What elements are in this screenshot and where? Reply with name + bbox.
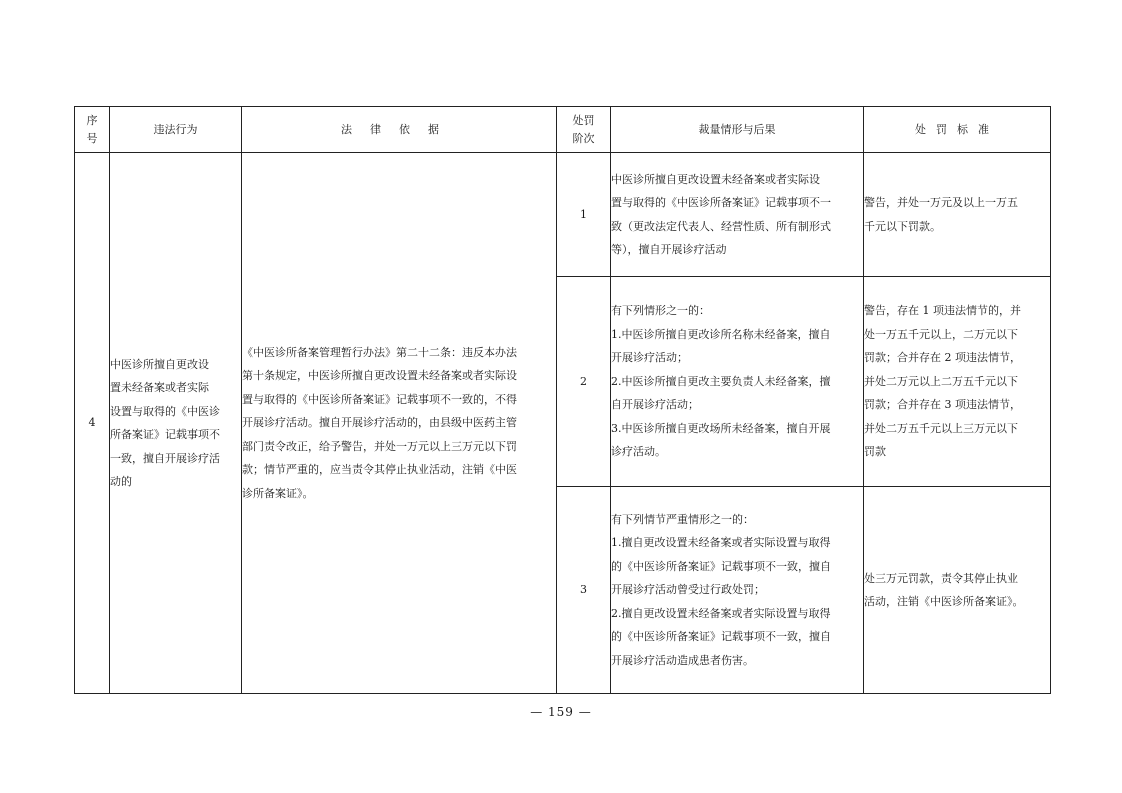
cell-standard-1 [864, 153, 1051, 277]
basis-line: 部门责令改正，给予警告，并处一万元以上三万元以下罚 [242, 439, 517, 453]
table-row [75, 153, 1051, 277]
basis-line: 款；情节严重的，应当责令其停止执业活动，注销《中医 [242, 463, 517, 477]
circumstance-line: 诊疗活动。 [611, 445, 666, 459]
header-stage [557, 107, 611, 153]
standard-line: 处一万五千元以上，二万元以下 [864, 327, 1018, 341]
standard-line: 千元以下罚款。 [864, 219, 941, 233]
circumstance-line: 1.擅自更改设置未经备案或者实际设置与取得 [611, 536, 831, 550]
cell-circumstance-2 [611, 277, 864, 487]
standard-line: 处三万元罚款，责令其停止执业 [864, 571, 1018, 585]
header-violation: 违法行为 [110, 107, 242, 153]
header-standard: 处罚标准 [864, 107, 1051, 153]
header-row [75, 107, 1051, 153]
basis-line: 《中医诊所备案管理暂行办法》第二十二条：违反本办法 [242, 345, 517, 359]
circumstance-line: 的《中医诊所备案证》记载事项不一致，擅自 [611, 630, 831, 644]
violation-line: 设置与取得的《中医诊 [110, 404, 220, 418]
page-number: — 159 — [530, 705, 592, 719]
standard-line: 并处二万元以上二万五千元以下 [864, 374, 1018, 388]
standard-line: 活动，注销《中医诊所备案证》。 [864, 595, 1024, 608]
circumstance-line: 1.中医诊所擅自更改诊所名称未经备案，擅自 [611, 327, 831, 341]
circumstance-line: 有下列情形之一的： [611, 304, 710, 318]
circumstance-line: 2.中医诊所擅自更改主要负责人未经备案，擅 [611, 374, 831, 388]
standard-line: 罚款；合并存在 2 项违法情节， [864, 351, 1021, 365]
header-circumstance: 裁量情形与后果 [611, 107, 864, 153]
circumstance-line: 自开展诊疗活动； [611, 398, 699, 412]
circumstance-line: 开展诊疗活动造成患者伤害。 [611, 653, 754, 667]
circumstance-line: 置与取得的《中医诊所备案证》记载事项不一 [611, 196, 831, 209]
cell-stage-3: 3 [557, 487, 611, 694]
basis-line: 置与取得的《中医诊所备案证》记载事项不一致的，不得 [242, 392, 517, 406]
violation-line: 所备案证》记载事项不 [110, 428, 220, 441]
circumstance-line: 有下列情节严重情形之一的： [611, 512, 754, 526]
violation-line: 中医诊所擅自更改设 [110, 357, 209, 371]
cell-stage-1: 1 [557, 153, 611, 277]
cell-circumstance-1 [611, 153, 864, 277]
header-seq-text: 序 号 [86, 113, 98, 145]
violation-line: 一致，擅自开展诊疗活 [110, 451, 220, 465]
cell-standard-2 [864, 277, 1051, 487]
circumstance-line: 开展诊疗活动曾受过行政处罚； [611, 583, 765, 597]
standard-line: 警告，并处一万元及以上一万五 [864, 196, 1018, 209]
violation-line: 动的 [110, 475, 132, 488]
circumstance-line: 的《中医诊所备案证》记载事项不一致，擅自 [611, 559, 831, 573]
standard-line: 罚款；合并存在 3 项违法情节， [864, 398, 1021, 412]
header-stage-text: 处罚 阶次 [572, 113, 595, 145]
circumstance-line: 开展诊疗活动； [611, 351, 688, 365]
basis-line: 第十条规定，中医诊所擅自更改设置未经备案或者实际设 [242, 369, 517, 383]
cell-seq: 4 [75, 153, 110, 694]
violation-line: 置未经备案或者实际 [110, 381, 209, 394]
circumstance-line: 2.擅自更改设置未经备案或者实际设置与取得 [611, 606, 831, 620]
header-seq [75, 107, 110, 153]
cell-stage-2: 2 [557, 277, 611, 487]
cell-standard-3 [864, 487, 1051, 694]
basis-line: 开展诊疗活动。擅自开展诊疗活动的，由县级中医药主管 [242, 416, 517, 430]
basis-line: 诊所备案证》。 [242, 486, 314, 500]
circumstance-line: 3.中医诊所擅自更改场所未经备案，擅自开展 [611, 421, 831, 435]
cell-violation [110, 153, 242, 694]
cell-legal-basis [242, 153, 557, 694]
penalty-table [74, 106, 1051, 694]
cell-circumstance-3 [611, 487, 864, 694]
circumstance-line: 致（更改法定代表人、经营性质、所有制形式 [611, 219, 831, 233]
circumstance-line: 中医诊所擅自更改设置未经备案或者实际设 [611, 172, 820, 186]
circumstance-line: 等），擅自开展诊疗活动 [611, 243, 727, 256]
header-basis: 法律依据 [242, 107, 557, 153]
standard-line: 并处二万五千元以上三万元以下 [864, 421, 1018, 435]
standard-line: 警告，存在 1 项违法情节的，并 [864, 304, 1021, 318]
standard-line: 罚款 [864, 445, 886, 459]
